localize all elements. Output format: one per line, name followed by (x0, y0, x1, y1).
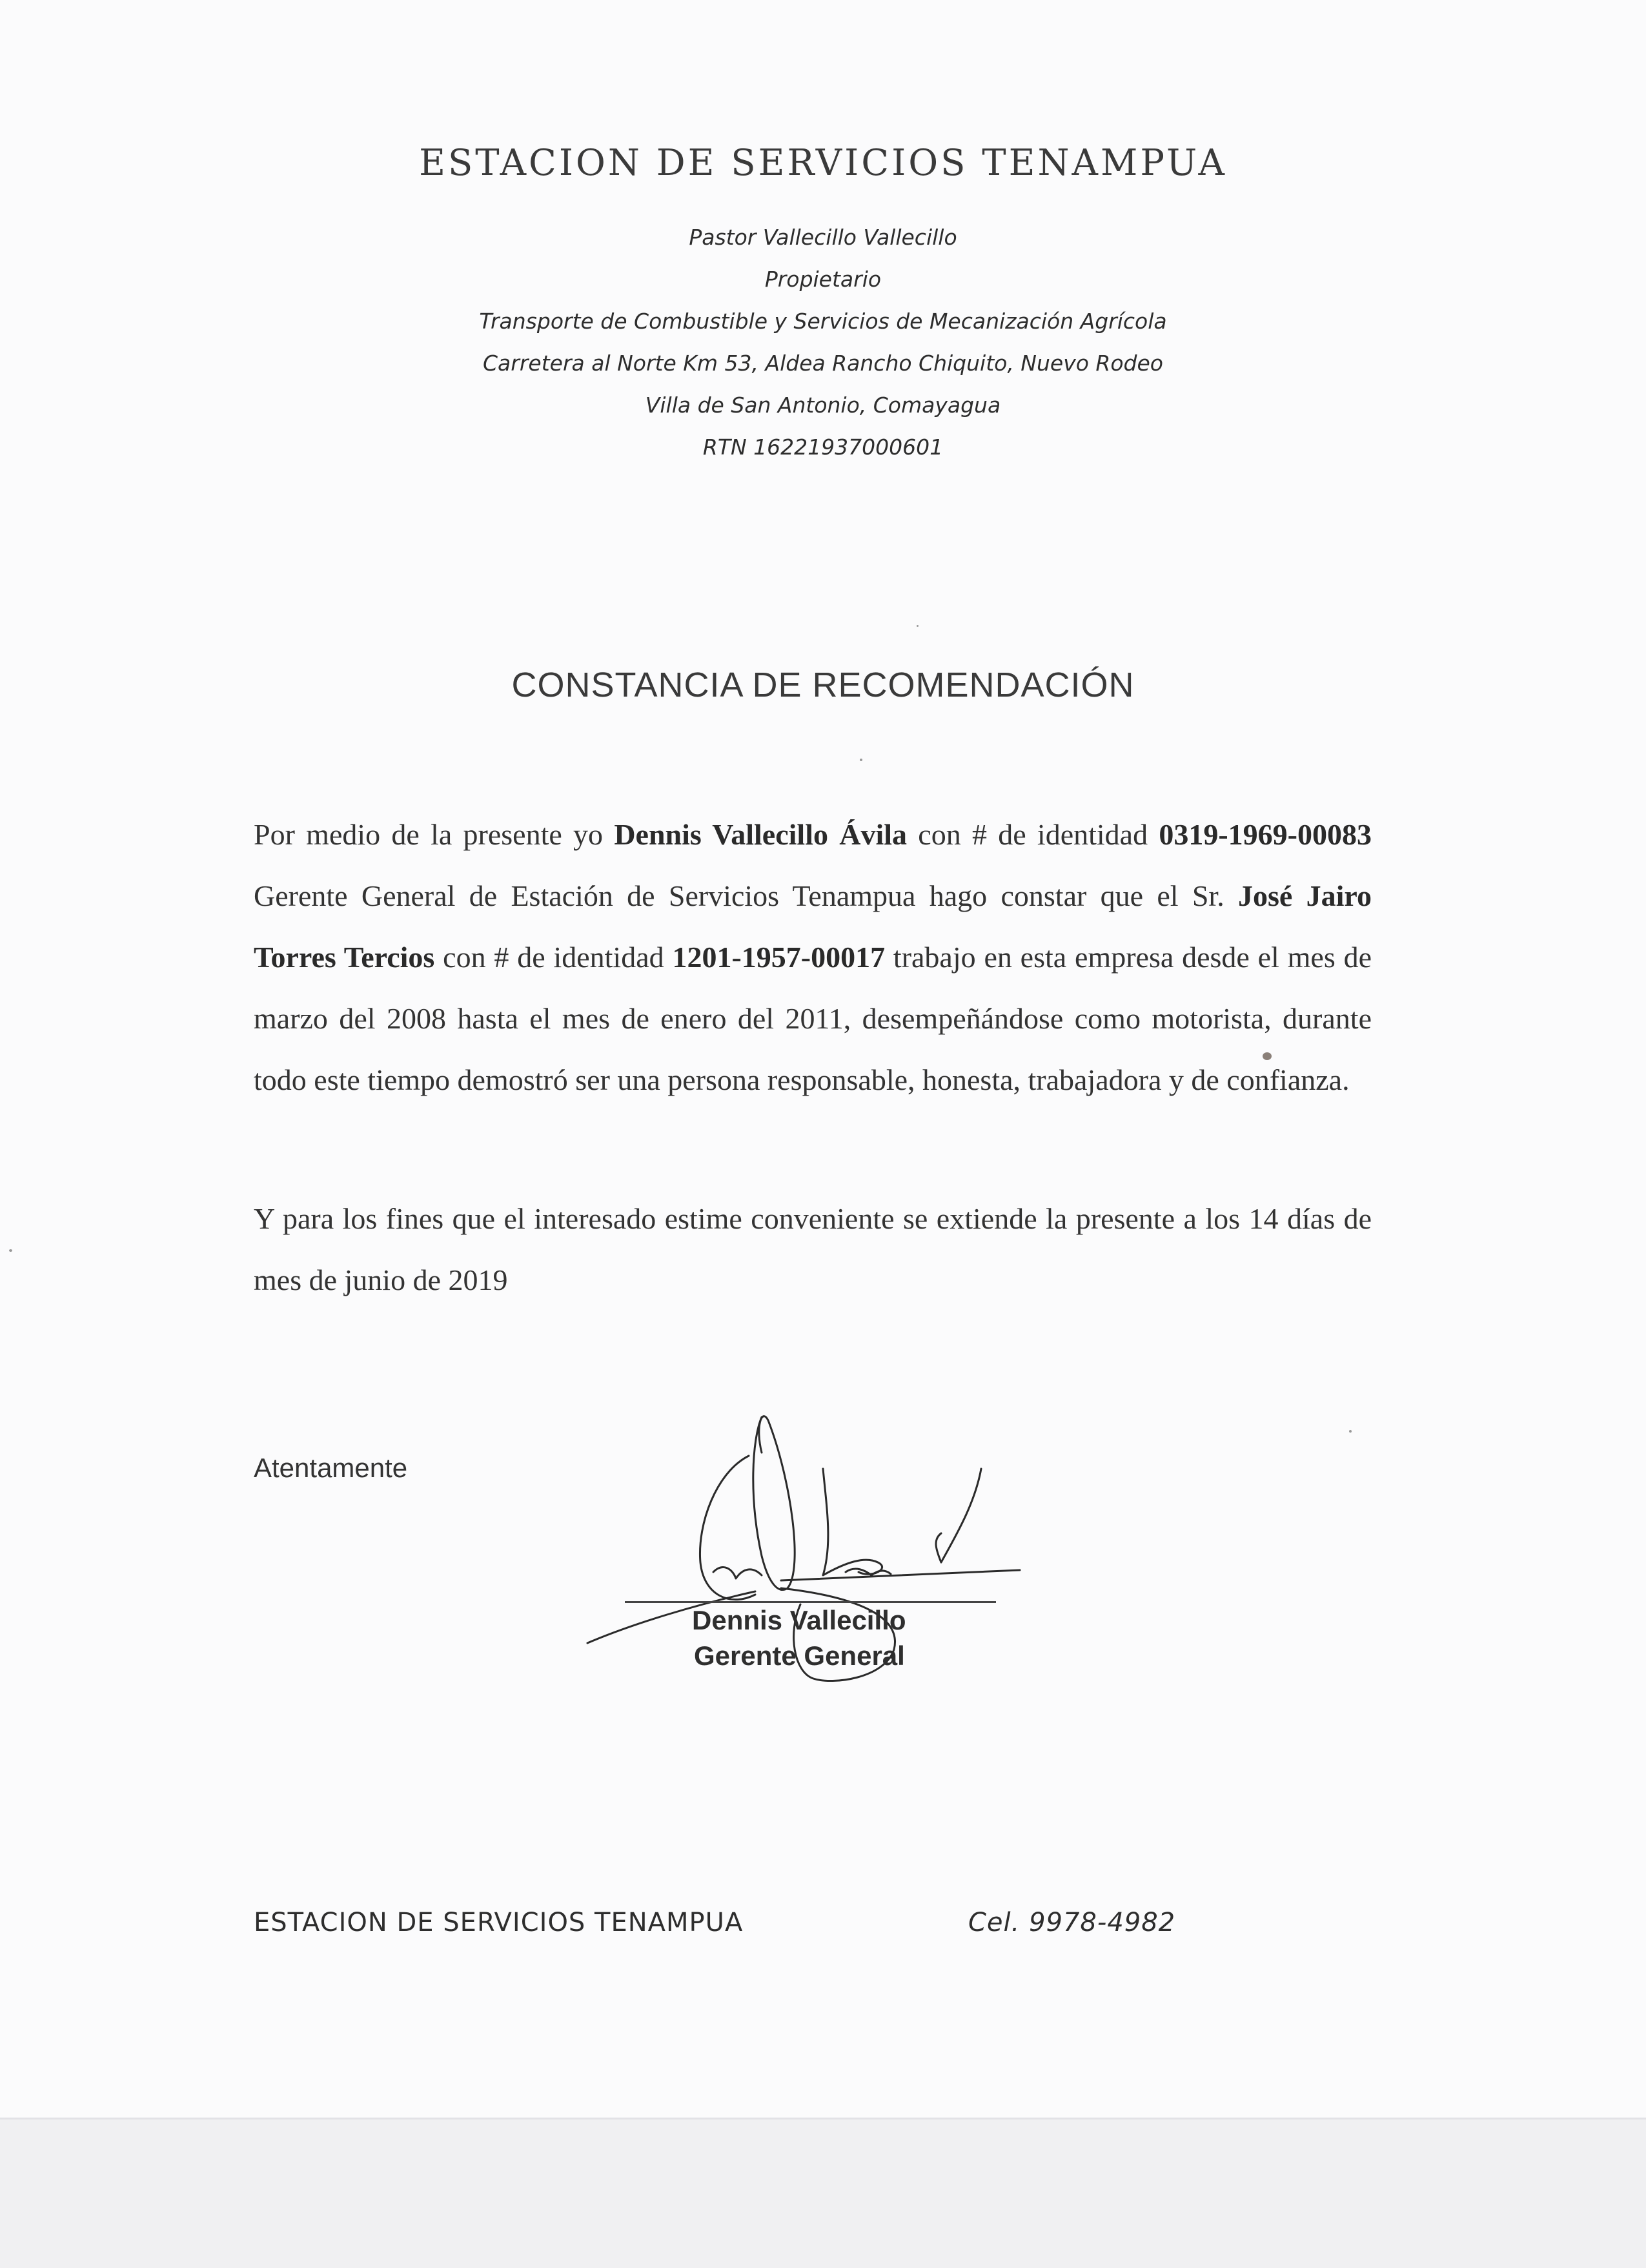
scanner-bed-margin (0, 2118, 1646, 2268)
scan-speck (1263, 1052, 1272, 1060)
closing-paragraph: Y para los fines que el interesado estime conveniente se extiende la presente a los 14 días de mes de junio de 2019 (254, 1202, 1372, 1296)
signature-line (625, 1601, 996, 1603)
city-line: Villa de San Antonio, Comayagua (645, 393, 1001, 418)
footer-phone: Cel. 9978-4982 (968, 1908, 1176, 1937)
recommendation-paragraph (254, 804, 1372, 1110)
handwritten-signature (568, 1401, 1033, 1724)
manager-name: Dennis Vallecillo Ávila (614, 818, 908, 851)
letterhead-details (0, 216, 1646, 468)
manager-id-number: 0319-1969-00083 (1159, 818, 1372, 851)
paragraph-text: con # de identidad (434, 941, 673, 974)
footer-company-name: ESTACION DE SERVICIOS TENAMPUA (254, 1908, 744, 1937)
closing-salutation: Atentamente (254, 1453, 408, 1483)
paragraph-text: con # de identidad (907, 818, 1159, 851)
paragraph-text: trabajo en esta empresa desde el mes de marzo del 2008 hasta el mes de enero del 2011, desempeñándose como motorista, durante todo este tiempo demostró ser una persona responsable, honesta, trabajadora y de confianza. (254, 941, 1372, 1096)
scan-speck (1349, 1430, 1352, 1433)
employee-name: José Jairo Torres Tercios (254, 879, 1372, 974)
document-title: CONSTANCIA DE RECOMENDACIÓN (511, 666, 1135, 704)
scan-speck (9, 1249, 12, 1252)
scan-speck (860, 759, 862, 761)
paragraph-text: Gerente General de Estación de Servicios Tenampua hago constar que el Sr. (254, 879, 1238, 912)
signer-title: Gerente General (694, 1640, 905, 1671)
owner-role: Propietario (764, 267, 882, 292)
business-activity: Transporte de Combustible y Servicios de Mecanización Agrícola (479, 309, 1167, 334)
company-name-header: ESTACION DE SERVICIOS TENAMPUA (419, 142, 1227, 184)
rtn-number: RTN 16221937000601 (702, 434, 944, 460)
paragraph-text: Por medio de la presente yo (254, 818, 615, 851)
scan-speck (917, 625, 919, 627)
employee-id-number: 1201-1957-00017 (672, 941, 886, 974)
signer-name: Dennis Vallecillo (692, 1605, 906, 1635)
address-line: Carretera al Norte Km 53, Aldea Rancho Chiquito, Nuevo Rodeo (483, 351, 1163, 376)
owner-name: Pastor Vallecillo Vallecillo (689, 225, 957, 250)
